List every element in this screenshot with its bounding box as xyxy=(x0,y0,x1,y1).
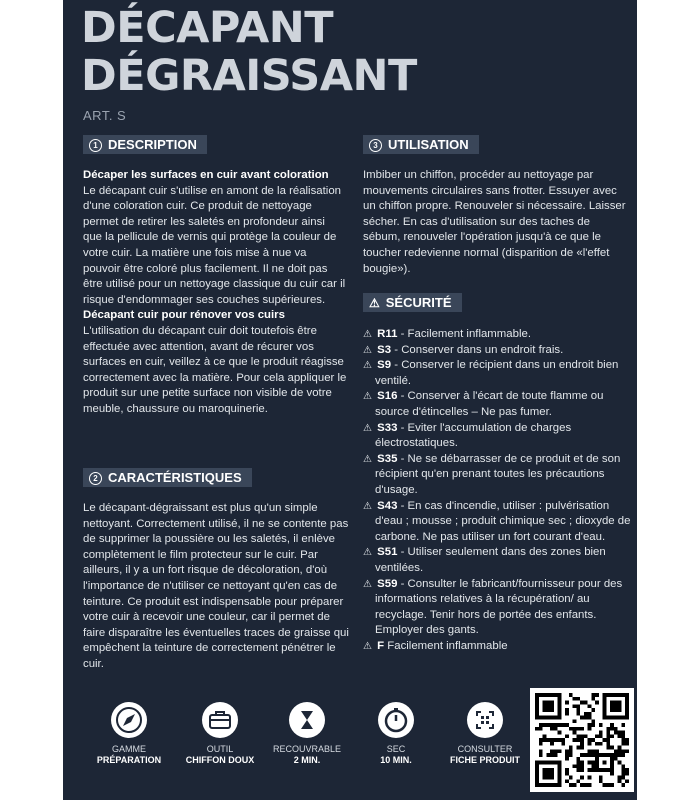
warning-icon: ⚠ xyxy=(363,422,372,434)
warning-icon: ⚠ xyxy=(369,296,380,310)
safety-code: S3 xyxy=(377,343,392,356)
description-text xyxy=(83,168,347,418)
description-paragraph-2: L'utilisation du décapant cuir doit toutefois être effectuée avec attention, avant de récurer vos surfaces en cuir, veillez à ce que le produit réagisse correctement avec la matière. Pour cela appliquer le produit sur une petite surface non visible de votre meuble, chaussure ou maroquinerie. xyxy=(83,324,347,415)
toolbox-icon xyxy=(202,702,238,738)
warning-icon: ⚠ xyxy=(363,500,372,512)
feature-label: RECOUVRABLE xyxy=(272,744,342,754)
safety-item xyxy=(363,452,631,499)
safety-list xyxy=(363,327,631,654)
qr-code[interactable] xyxy=(530,688,634,792)
warning-icon: ⚠ xyxy=(363,329,372,340)
qr-scan-icon xyxy=(467,702,503,738)
caracteristiques-paragraph: Le décapant-dégraissant est plus qu'un simple nettoyant. Correctement utilisé, il ne se contente pas de supprimer la poussière ou les saletés, il enlève complètement le film protecteur sur le cuir. Par ailleurs, il y a un fort risque de décoloration, d'où l'importance de n'utiliser ce nettoyant qu'en cas de teinture. Ce produit est indispensable pour préparer votre cuir à recevoir une couleur, car il permet de faire disparaître les éventuelles traces de graisse qui empêchent la teinture de correctement pénétrer le cuir. xyxy=(83,502,349,670)
safety-text: - Facilement inflammable. xyxy=(397,328,531,340)
feature-consulter[interactable] xyxy=(445,702,525,766)
warning-icon: ⚠ xyxy=(363,391,372,403)
title-line-1: DÉCAPANT xyxy=(81,3,334,53)
section-tag-utilisation xyxy=(363,135,479,154)
safety-text: - Conserver le récipient dans un endroit bien ventilé. xyxy=(375,359,619,387)
safety-item xyxy=(363,639,631,655)
safety-code: S59 xyxy=(377,577,398,590)
title-line-2: DÉGRAISSANT xyxy=(81,51,417,101)
warning-icon: ⚠ xyxy=(363,578,372,590)
feature-outil xyxy=(180,702,260,766)
utilisation-text xyxy=(363,168,629,277)
safety-code: R11 xyxy=(377,328,398,340)
feature-value: PRÉPARATION xyxy=(96,755,162,765)
safety-item xyxy=(363,577,631,639)
utilisation-paragraph: Imbiber un chiffon, procéder au nettoyage par mouvements circulaires sans frotter. Essuyer avec un chiffon propre. Renouveler si nécessaire. Laisser sécher. En cas d'utilisation sur des taches de sébum, renouveler l'opération jusqu'à ce que le toucher redevienne normal (disparition de «l'effet bougie»). xyxy=(363,169,626,275)
safety-text: - En cas d'incendie, utiliser : pulvérisation d'eau ; mousse ; produit chimique sec ; dioxyde de carbone. Ne pas utiliser un fort courant d'eau. xyxy=(375,499,631,543)
section-label: DESCRIPTION xyxy=(108,137,197,152)
feature-label: OUTIL xyxy=(206,744,234,754)
warning-icon: ⚠ xyxy=(363,344,372,356)
feature-value: 10 MIN. xyxy=(380,755,412,765)
safety-code: S35 xyxy=(377,452,398,465)
warning-icon: ⚠ xyxy=(363,547,372,559)
safety-code: S43 xyxy=(377,499,398,512)
hourglass-icon xyxy=(289,702,325,738)
safety-text: - Consulter le fabricant/fournisseur pour des informations relatives à la récupération/ au recyclage. Tenir hors de portée des enfants. Employer des gants. xyxy=(375,577,623,637)
safety-code: S9 xyxy=(377,359,392,372)
page-title xyxy=(81,4,417,100)
warning-icon: ⚠ xyxy=(363,640,372,652)
section-label: UTILISATION xyxy=(388,137,469,152)
feature-value: CHIFFON DOUX xyxy=(185,755,255,765)
feature-bar xyxy=(63,690,637,800)
feature-label: CONSULTER xyxy=(457,744,513,754)
safety-item xyxy=(363,421,631,452)
description-heading-2: Décapant cuir pour rénover vos cuirs xyxy=(83,309,285,322)
number-badge: 3 xyxy=(369,139,382,152)
feature-value: FICHE PRODUIT xyxy=(449,755,520,765)
description-heading-1: Décaper les surfaces en cuir avant coloration xyxy=(83,169,329,181)
safety-code: S51 xyxy=(377,546,398,559)
section-label: SÉCURITÉ xyxy=(385,295,452,310)
section-tag-description xyxy=(83,135,207,154)
section-label: CARACTÉRISTIQUES xyxy=(108,470,242,485)
warning-icon: ⚠ xyxy=(363,453,372,465)
feature-label: GAMME xyxy=(111,744,146,754)
description-paragraph-1: Le décapant cuir s'utilise en amont de la réalisation d'une coloration cuir. Ce produit de nettoyage permet de retirer les saletés en profondeur ainsi que la pellicule de vernis qui protège la couleur de votre cuir. La matière une fois mise à nue va pouvoir être coloré plus facilement. Il ne doit pas être utilisé pour un nettoyage classique du cuir car il risque d'endommager ses couches supérieures. xyxy=(83,184,346,306)
safety-code: S33 xyxy=(377,421,398,434)
stopwatch-icon xyxy=(378,702,414,738)
safety-item xyxy=(363,327,631,343)
feature-sec xyxy=(356,702,436,766)
section-tag-caracteristiques xyxy=(83,468,252,487)
feature-value: 2 MIN. xyxy=(293,755,321,765)
safety-text: - Ne se débarrasser de ce produit et de son récipient qu'en prenant toutes les précautions d'usage. xyxy=(375,452,621,496)
number-badge: 1 xyxy=(89,139,102,152)
safety-code: F xyxy=(377,639,385,652)
section-tag-securite xyxy=(363,293,462,312)
safety-text: - Utiliser seulement dans des zones bien ventilées. xyxy=(375,546,606,574)
safety-text: Facilement inflammable xyxy=(384,639,508,652)
safety-text: - Conserver à l'écart de toute flamme ou source d'étincelles – Ne pas fumer. xyxy=(375,390,604,418)
feature-label: SEC xyxy=(386,744,406,754)
caracteristiques-text xyxy=(83,501,349,673)
safety-text: - Eviter l'accumulation de charges électrostatiques. xyxy=(375,421,572,450)
safety-item xyxy=(363,358,631,389)
safety-code: S16 xyxy=(377,390,398,403)
product-sheet xyxy=(63,0,637,800)
safety-item xyxy=(363,389,631,420)
safety-item xyxy=(363,499,631,546)
number-badge: 2 xyxy=(89,472,102,485)
warning-icon: ⚠ xyxy=(363,360,372,372)
feature-gamme xyxy=(89,702,169,766)
safety-item xyxy=(363,343,631,359)
safety-text: - Conserver dans un endroit frais. xyxy=(391,343,564,356)
article-reference: ART. S xyxy=(83,108,127,123)
compass-icon xyxy=(111,702,147,738)
feature-recouvrable xyxy=(267,702,347,766)
safety-item xyxy=(363,545,631,576)
